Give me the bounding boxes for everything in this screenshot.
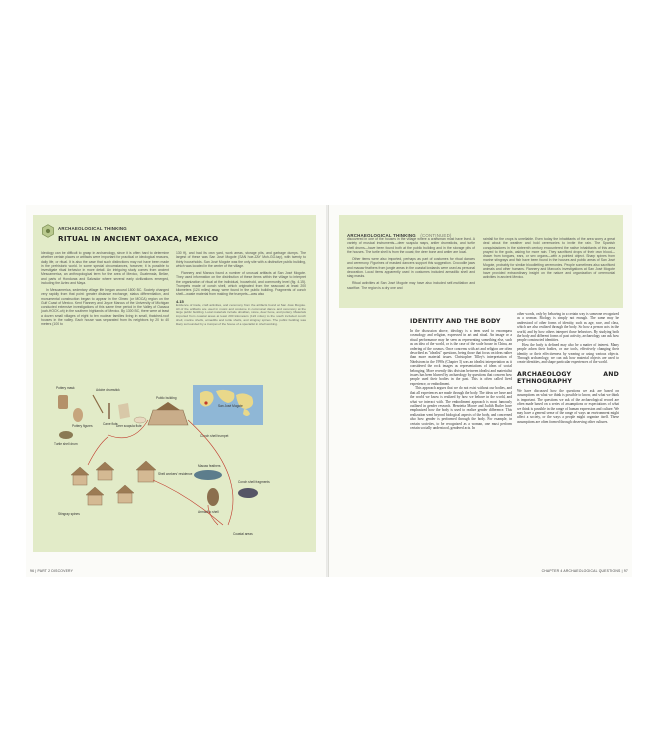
paragraph: In the discussion above, ideology is a term used to encompass cosmology and religion, expressed in art and ritual. An image or a ritual performance may be seen as representing something else, such as an idea of the world, or is the case of the scale house in China, an ordering of the cosmos. Once concerns with art and religion are often described as "idealist" questions, being those that focus on ideas rather than more material issues. Christopher Tilley's interpretation of Närdstrom in the 1990s (Chapter 3) was an idealist interpretation as it considered the rock images as representations of ideas of social belonging. More recently this division between idealist and materialist issues has been blurred by archaeology by questions that concern how people used their bodies in the past. This is often called lived experience, or embodiment.: [410, 329, 512, 386]
paragraph: In Mesoamerica, sedentary village life began around 1800 BC. Society changed very rapidly from that point: greater distance exchange, status differentiation, and monumental construction began to appear in the Olmec (or MOCA) region on the Gulf Coast of Mexico. Kent Flannery and Joyce Marcus of the University of Michigan conducted extensive investigations of this same time period in the Valley of Oaxaca (oah-HOCK-uh) in the southern highlands of Mexico. By 1300 BC, there were at least a dozen small villages of eight to ten nuclear families living in small, thatched-roof houses in the valley. Each house was separated from its neighbors by 20 to 40 meters (100 to: [41, 288, 169, 326]
book-spread: [26, 205, 632, 577]
map-label: San José Mogote: [218, 404, 243, 408]
box-title: RITUAL IN ANCIENT OAXACA, MEXICO: [58, 234, 219, 243]
ritual-diagram: [48, 375, 298, 545]
label-public-building: Public building: [156, 396, 177, 400]
label-macaw: Macaw feathers: [198, 464, 221, 468]
paragraph: Flannery and Marcus found a number of unusual artifacts at San José Mogote. They used information on the distribution of these items within the village to interpret the organization of ritual at the individual, household, and community level (fig. 4.15). Trumpets made of conch shell, which originated from the seacoast at least 200 kilometers (124 miles) away, were found in the public building. Fragments of conch shell—waste material from making the trumpets—was also: [176, 271, 306, 297]
feature-box: [33, 215, 316, 552]
paragraph: Ritual activities at San José Mogote may have also included self-mutilation and sacrifice. The region is a dry one and: [347, 281, 475, 290]
paragraph: other words, only by behaving in a certain way is someone recognized as a woman. Biology is simply not enough. The same may be understood of other forms of identity, such as age, race, and class, which are also realized through the body. So how a person acts in the world, and by how others interpret those behaviors. By studying both the body and different forms of past activity, archaeology can ask how people constructed identities.: [517, 312, 619, 343]
page-footer-right: CHAPTER 4 ARCHAEOLOGICAL QUESTIONS | 97: [541, 569, 628, 573]
pottery-figures-icon: [73, 408, 83, 422]
pottery-mask-icon: [58, 395, 68, 409]
paragraph: We have discussed how the questions we ask are based on assumptions on what we think is possible to know, and what we think is important. The questions we ask of the archaeological record are often made based on a series of assumptions or expectations of what we think is possible in the range of human expression and culture. We may have a general sense of the range of ways an environment might affect a society, or the ways a people might organize itself. These assumptions are often formed through observing other cultures.: [517, 388, 619, 424]
label-deer-scapula: Deer scapula flute: [116, 424, 142, 428]
main-column-1: [410, 329, 512, 430]
feature-box-continued: [339, 215, 623, 308]
paragraph: How the body is defined may also be a matter of interest. Many people adorn their bodies, or use tools, effectively changing their identity or their effectiveness by wearing or using various objects. Through archaeology, we can ask how material objects are used to create identities, and shape particular experiences of the world.: [517, 342, 619, 365]
scapula-icon: [118, 403, 130, 419]
box-tag: ARCHAEOLOGICAL THINKING: [58, 226, 127, 231]
label-coastal: Coastal areas: [233, 532, 253, 536]
paragraph: rainfall for the crops is unreliable. Even today the inhabitants of the area worry a great deal about the weather and hold ceremonies to invite the rain. The Spanish conquistadores in the sixteenth century encountered the native inhabitants of this area prayed to the gods, asking for more rain. They sacrificed drops of their own blood—drawn from tongues, ears, or sex organs—with a pointed object. Sharp spines from marine stingrays and fish have been found in the houses and public areas of San José Mogote, probably for similar bloodletting ceremonies. People sometimes also sacrificed animals and other humans. Flannery and Marcus's investigations at San José Mogote have provided extraordinary insight on the nature and organization of ceremonial activities in ancient Mexico.: [483, 237, 615, 280]
label-cane-flute: Cane flute: [103, 422, 118, 426]
conch-fragments-icon: [238, 488, 258, 498]
flute-icon: [108, 403, 110, 419]
section-heading: IDENTITY AND THE BODY: [410, 318, 501, 325]
left-page: [26, 205, 329, 577]
box-column-1: [41, 251, 169, 329]
label-conch-fragments: Conch shell fragments: [238, 480, 270, 484]
hexagon-icon: [41, 224, 55, 238]
turtle-shell-icon: [59, 431, 73, 439]
label-turtle-shell: Turtle shell drum: [54, 442, 78, 446]
macaw-feathers-icon: [194, 470, 222, 480]
paragraph: Other items were also imported, perhaps as part of costumes for ritual dances and ceremony. Figurines of masked dancers support this suggestion. Crocodile jaws and macaw feathers from jungle areas in the coastal lowlands were used as personal decoration. Local items apparently used in costumes included armadillo shell and stag masks.: [347, 257, 475, 278]
label-conch-shell: Conch shell trumpet: [200, 434, 229, 438]
box-column-1: [347, 237, 475, 293]
houses-icon: [71, 461, 156, 505]
section-heading: ARCHAEOLOGY AND ETHNOGRAPHY: [517, 370, 619, 386]
box-column-2: [176, 251, 306, 327]
armadillo-icon: [207, 488, 219, 506]
main-column-2: [517, 312, 619, 424]
figure-number: 4.15: [176, 298, 184, 304]
public-building-icon: [148, 402, 188, 425]
label-drumstick: Adobe drumstick: [96, 388, 120, 392]
box-tag-continued: (CONTINUED): [420, 233, 452, 238]
paragraph: This approach argues that we do not exist without our bodies, and that all experiences are made through the body. The ideas we have and the world we know is realized by how we behave in the world, and what we interact with. The embodiment approach is most famously outlined in gender research. Henrietta Moore and Judith Butler have emphasized how the body is used to realize gender difference. This realization went beyond biological aspects of the body, and concerned also how gender is performed through the body. For example, in certain societies, to be recognized as a woman, one must perform certain socially understood, gendered acts. In: [410, 386, 512, 430]
label-shell-workers: Shell workers' residence: [158, 472, 193, 476]
label-pottery-figures: Pottery figures: [72, 424, 93, 428]
figure-caption: Evidence of trade, craft activities, and ceremony from the artifacts found at San José Mogote. All of the artifacts are used in music and costume in communal dance and ceremony at the large public building. Local materials include obsidian, stone, deer bone, and pottery. Materials imported from coastal areas at least 200 kilometers (124 miles) to the south included conch shell, marine shells, armadillo and turtle shells, and stingray spines. The public building was likely surrounded by a trumpet of the house of a specialist in shell working.: [176, 302, 306, 326]
paragraph: 130 ft), and had its own yard, work areas, storage pits, and garbage dumps. The largest of these was San José Mogote (SAN hoe-ZAY Moh-GO-tay), with twenty to thirty households. San José Mogote was the only site with a distinctive public building, which was located in the center of the village.: [176, 251, 306, 268]
paragraph: discovered in one of the houses in the village where a craftsman must have lived. A variety of musical instruments—deer scapula rasps, antler drumsticks, and turtle shell drums—have been found both at the public building and in the storage pits of the houses. The turtle shell is from the coast; the deer bone and antler are local.: [347, 237, 475, 254]
conch-shell-icon: [134, 417, 146, 423]
label-armadillo: Armadillo shell: [198, 510, 219, 514]
box-column-2: [483, 237, 615, 283]
drumstick-icon: [93, 395, 103, 413]
label-pottery-mask: Pottery mask: [56, 386, 75, 390]
right-page: [329, 205, 632, 577]
page-footer-left: 96 | PART 2 DISCOVERY: [30, 569, 74, 573]
paragraph: Ideology can be difficult to grasp in archaeology, since it is often hard to determine whether certain places or artifacts were important for practical or ideological reasons, daily life, or ritual. It is also the case that such distinctions may not have been made in the prehistoric world. In some special circumstances, however, it is possible to investigate ritual behavior in more detail. An intriguing study comes from ancient Mesoamerica, an anthropological term for the area of Mexico, Guatemala, Belize, and parts of Honduras and Salvador where several early civilizations emerged, including the Aztec and Maya.: [41, 251, 169, 285]
label-stingray: Stingray spines: [58, 512, 80, 516]
box-tag-text: ARCHAEOLOGICAL THINKING: [347, 233, 416, 238]
